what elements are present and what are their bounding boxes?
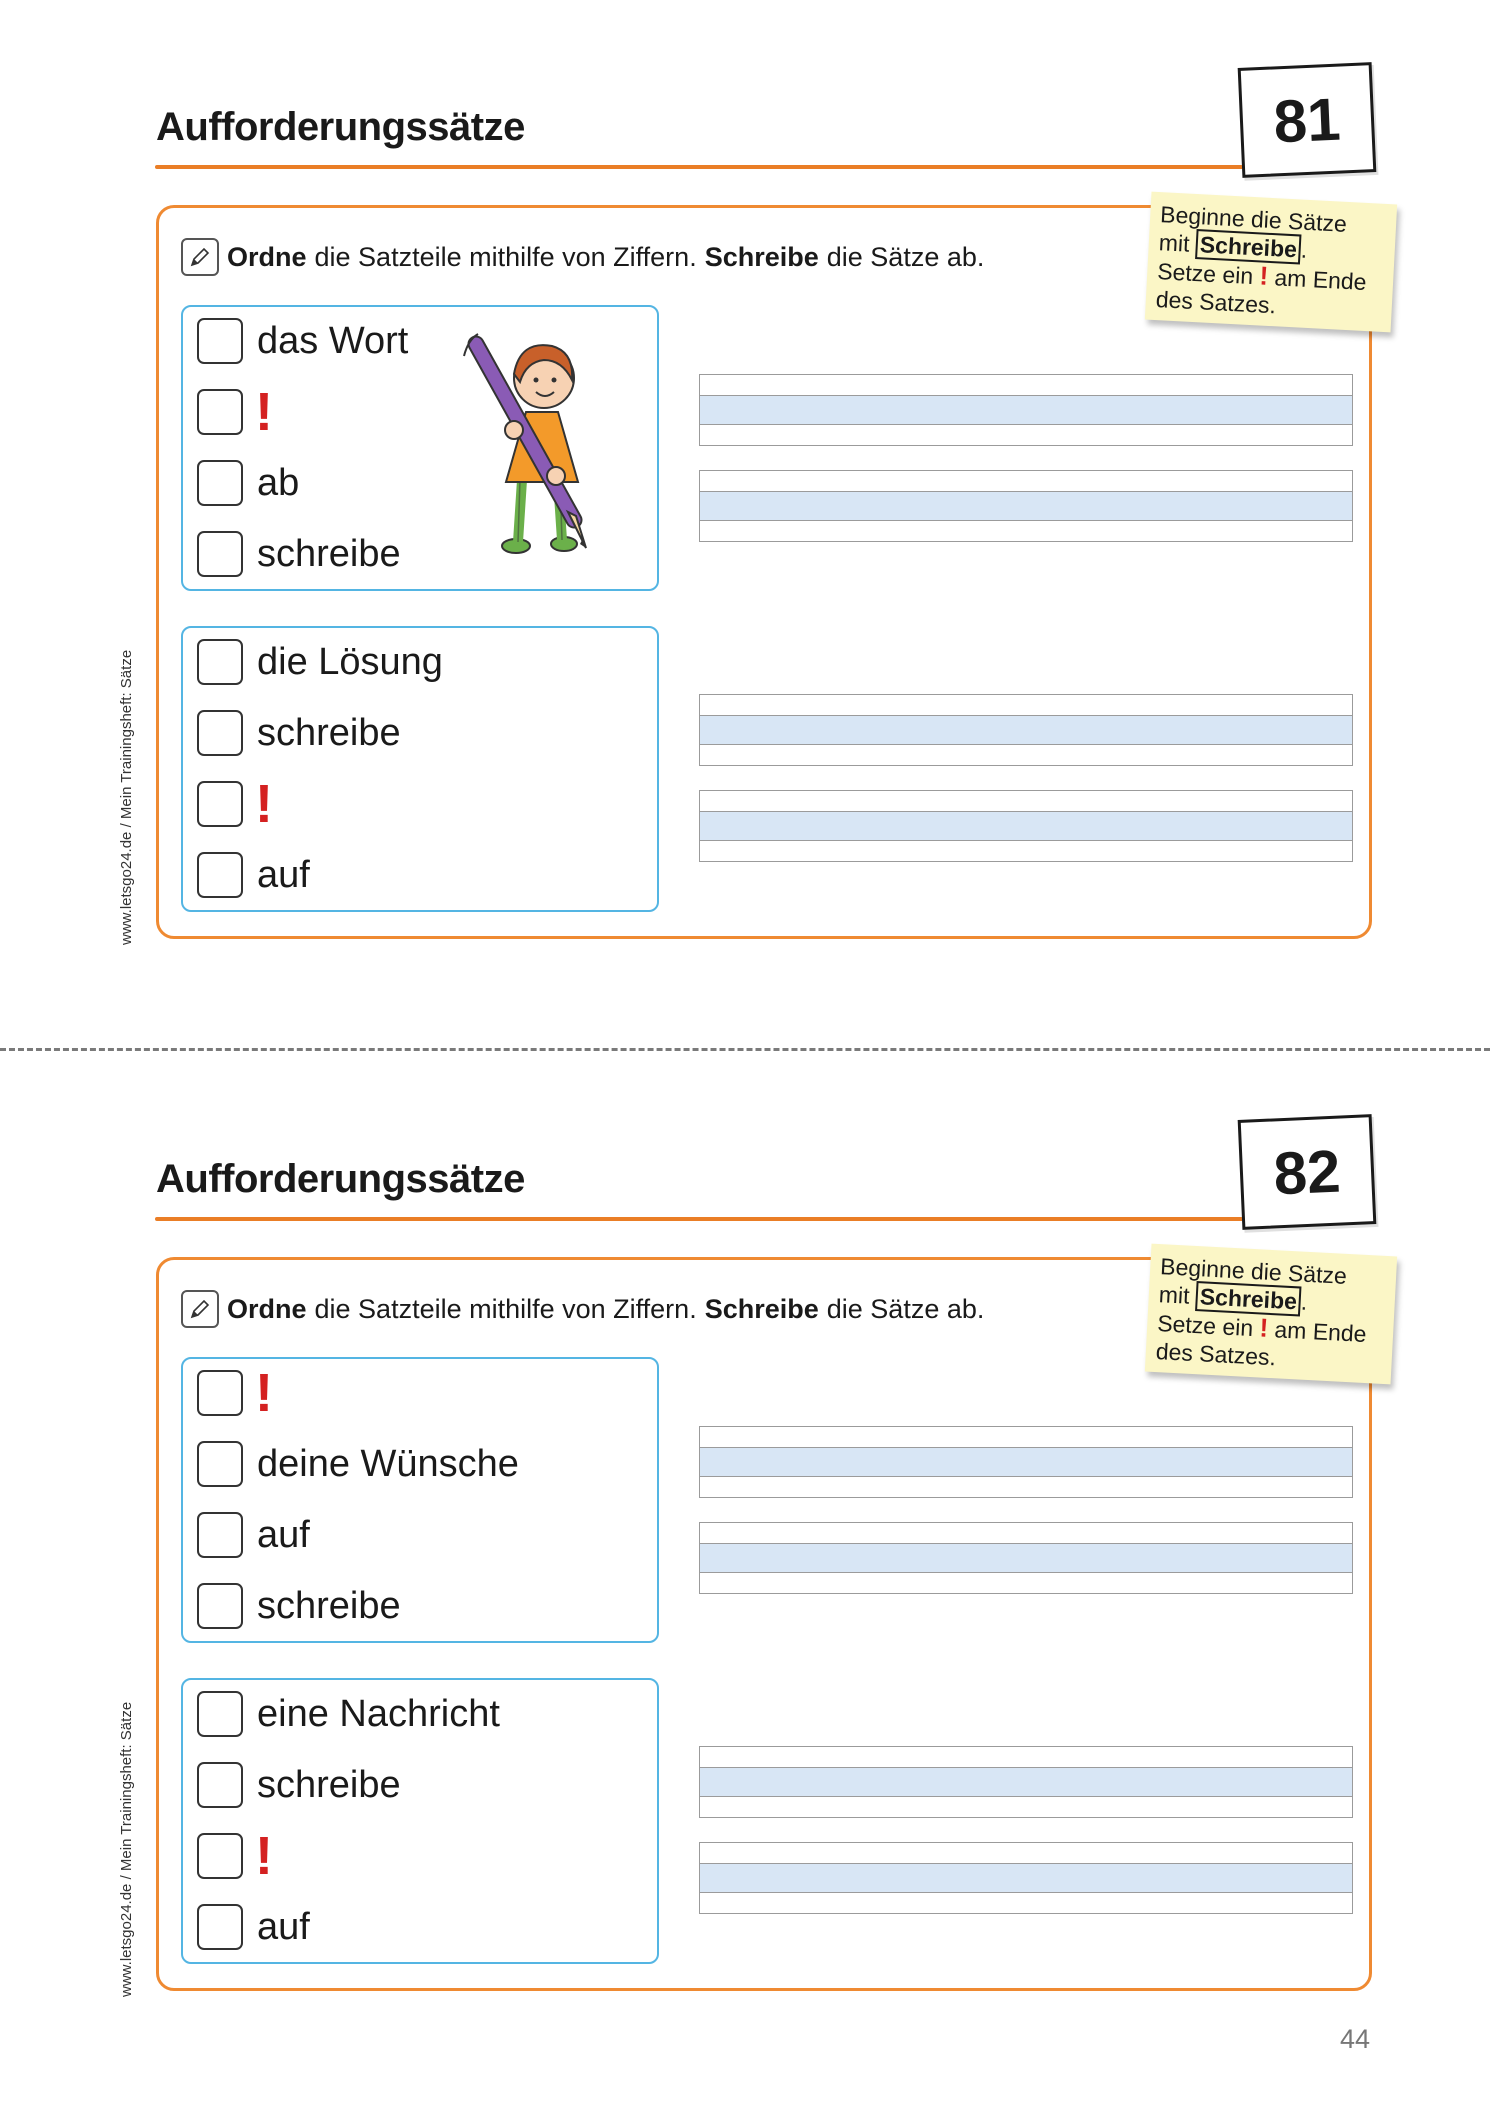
exclamation-icon: !: [255, 774, 273, 834]
number-checkbox[interactable]: [197, 460, 243, 506]
hint-note: [1145, 192, 1397, 333]
word-item: [197, 382, 273, 442]
hint-line-2: mit Schreibe .: [1158, 229, 1308, 263]
word-label: das Wort: [257, 319, 409, 362]
word-item: [197, 1688, 500, 1740]
number-checkbox[interactable]: [197, 1904, 243, 1950]
number-checkbox[interactable]: [197, 318, 243, 364]
word-item: [197, 1759, 401, 1811]
word-group-1: [181, 1357, 659, 1643]
word-item: [197, 1438, 519, 1490]
word-item: [197, 1509, 310, 1561]
hint-line-4: des Satzes.: [1155, 286, 1277, 319]
writing-line[interactable]: [699, 1746, 1353, 1818]
number-checkbox[interactable]: [197, 1762, 243, 1808]
number-checkbox[interactable]: [197, 1370, 243, 1416]
hint-boxed-word: Schreibe: [1195, 229, 1302, 264]
writing-line[interactable]: [699, 1522, 1353, 1594]
exclamation-icon: !: [255, 382, 273, 442]
word-label: schreibe: [257, 711, 401, 754]
number-checkbox[interactable]: [197, 531, 243, 577]
hint-line-1: Beginne die Sätze: [1159, 1253, 1348, 1289]
exercise-82: [0, 1052, 1490, 2052]
hint-line-3: Setze ein ! am Ende: [1156, 1310, 1368, 1348]
word-item: [197, 1363, 273, 1423]
word-label: schreibe: [257, 1763, 401, 1806]
word-item: [197, 636, 443, 688]
number-checkbox[interactable]: [197, 389, 243, 435]
number-checkbox[interactable]: [197, 639, 243, 685]
number-checkbox[interactable]: [197, 1512, 243, 1558]
instruction: Ordne die Satzteile mithilfe von Ziffern. Schreibe die Sätze ab.: [181, 1289, 992, 1329]
side-credit: www.letsgo24.de / Mein Trainingsheft: Sätze: [118, 1701, 135, 1997]
side-credit: www.letsgo24.de / Mein Trainingsheft: Sätze: [118, 649, 135, 945]
exercise-number: 82: [1238, 1114, 1377, 1230]
number-checkbox[interactable]: [197, 710, 243, 756]
title-underline: [155, 1217, 1245, 1221]
word-item: [197, 457, 299, 509]
word-item: [197, 707, 401, 759]
word-label: schreibe: [257, 532, 401, 575]
word-item: [197, 1901, 310, 1953]
instruction: Ordne die Satzteile mithilfe von Ziffern. Schreibe die Sätze ab.: [181, 237, 992, 277]
hint-line-3: Setze ein ! am Ende: [1156, 258, 1368, 296]
number-checkbox[interactable]: [197, 1833, 243, 1879]
pencil-icon: [181, 1290, 219, 1328]
writing-line[interactable]: [699, 790, 1353, 862]
word-item: [197, 315, 408, 367]
writing-line[interactable]: [699, 694, 1353, 766]
word-item: [197, 1826, 273, 1886]
word-label: schreibe: [257, 1584, 401, 1627]
title-underline: [155, 165, 1245, 169]
hint-note: [1145, 1244, 1397, 1385]
number-checkbox[interactable]: [197, 1691, 243, 1737]
writing-line[interactable]: [699, 1426, 1353, 1498]
number-checkbox[interactable]: [197, 852, 243, 898]
word-label: deine Wünsche: [257, 1442, 519, 1485]
exercise-title: Aufforderungssätze: [156, 105, 525, 149]
girl-with-pencil-illustration: [462, 330, 622, 560]
word-group-2: [181, 1678, 659, 1964]
number-checkbox[interactable]: [197, 1441, 243, 1487]
hint-line-2: mit Schreibe .: [1158, 1281, 1308, 1315]
pencil-icon: [181, 238, 219, 276]
exclamation-icon: !: [1258, 1312, 1270, 1343]
word-label: die Lösung: [257, 640, 443, 683]
exclamation-icon: !: [255, 1826, 273, 1886]
writing-line[interactable]: [699, 1842, 1353, 1914]
word-label: eine Nachricht: [257, 1692, 500, 1735]
writing-line[interactable]: [699, 470, 1353, 542]
number-checkbox[interactable]: [197, 781, 243, 827]
page-number: 44: [1340, 2024, 1371, 2054]
hint-boxed-word: Schreibe: [1195, 1281, 1302, 1316]
writing-line[interactable]: [699, 374, 1353, 446]
word-label: auf: [257, 1905, 310, 1948]
exercise-81: [0, 0, 1490, 1000]
word-label: auf: [257, 853, 310, 896]
exclamation-icon: !: [1258, 260, 1270, 291]
exercise-title: Aufforderungssätze: [156, 1157, 525, 1201]
word-label: auf: [257, 1513, 310, 1556]
word-item: [197, 774, 273, 834]
word-group-2: [181, 626, 659, 912]
number-checkbox[interactable]: [197, 1583, 243, 1629]
word-item: [197, 849, 310, 901]
exclamation-icon: !: [255, 1363, 273, 1423]
exercise-number: 81: [1238, 62, 1377, 178]
word-label: ab: [257, 461, 300, 504]
word-item: [197, 528, 401, 580]
hint-line-4: des Satzes.: [1155, 1338, 1277, 1371]
cut-line: [0, 1048, 1490, 1051]
hint-line-1: Beginne die Sätze: [1159, 201, 1348, 237]
word-item: [197, 1580, 401, 1632]
